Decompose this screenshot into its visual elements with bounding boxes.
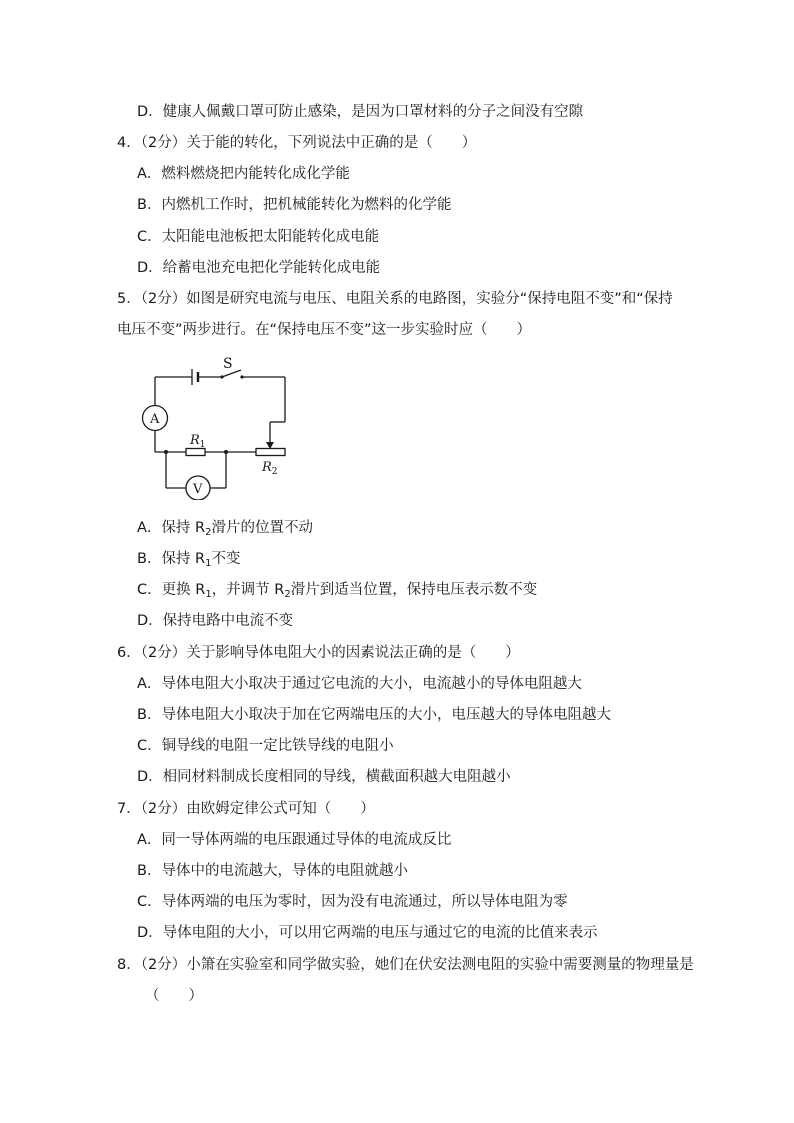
r1-label: R [190, 433, 200, 448]
q5c-pre: C．更换 R [137, 582, 206, 598]
ammeter-label: A [150, 412, 160, 427]
r2-label: R [262, 460, 272, 475]
question-6-stem: 6．（2分）关于影响导体电阻大小的因素说法正确的是（ ） [117, 645, 520, 661]
question-6-option-a: A．导体电阻大小取决于通过它电流的大小，电流越小的导体电阻越大 [137, 676, 582, 692]
question-6-option-d: D．相同材料制成长度相同的导线，横截面积越大电阻越小 [137, 769, 511, 785]
q5a-pre: A．保持 R [137, 520, 206, 536]
question-5-option-d: D．保持电路中电流不变 [137, 613, 294, 629]
question-8-stem: 8．（2分）小箫在实验室和同学做实验，她们在伏安法测电阻的实验中需要测量的物理量是 [117, 957, 694, 973]
q5c-sub1: 1 [205, 589, 212, 600]
question-4-option-d: D．给蓄电池充电把化学能转化成电能 [137, 260, 381, 276]
q5b-post: 不变 [211, 551, 241, 567]
question-4-option-c: C．太阳能电池板把太阳能转化成电能 [137, 229, 380, 245]
q5b-pre: B．保持 R [137, 551, 206, 567]
question-7-option-d: D．导体电阻的大小，可以用它两端的电压与通过它的电流的比值来表示 [137, 925, 598, 941]
q5c-sub2: 2 [284, 589, 291, 600]
question-5-stem: 5．（2分）如图是研究电流与电压、电阻关系的电路图，实验分“保持电阻不变”和“保持 [117, 291, 673, 307]
svg-text:R1 [189, 433, 206, 450]
question-4-option-a: A．燃料燃烧把内能转化成化学能 [137, 166, 350, 182]
question-7-stem: 7．（2分）由欧姆定律公式可知（ ） [117, 801, 375, 817]
voltmeter-label: V [193, 482, 203, 497]
q5b-sub: 1 [205, 558, 212, 569]
question-4-option-b: B．内燃机工作时，把机械能转化为燃料的化学能 [137, 197, 452, 213]
svg-text:R2 [261, 460, 278, 477]
question-6-option-b: B．导体电阻大小取决于加在它两端电压的大小，电压越大的导体电阻越大 [137, 707, 611, 723]
q5c-post: 滑片到适当位置，保持电压表示数不变 [290, 582, 538, 598]
question-5-option-a [137, 518, 313, 538]
question-4-stem: 4．（2分）关于能的转化，下列说法中正确的是（ ） [117, 135, 477, 151]
question-5-stem-cont: 电压不变”两步进行。在“保持电压不变”这一步实验时应（ ） [117, 322, 532, 338]
question-7-option-c: C．导体两端的电压为零时，因为没有电流通过，所以导体电阻为零 [137, 894, 568, 910]
question-7-option-b: B．导体中的电流越大，导体的电阻就越小 [137, 863, 408, 879]
question-5-option-b [137, 549, 241, 569]
q5c-mid: ，并调节 R [211, 582, 285, 598]
r1-subscript: 1 [199, 440, 206, 450]
q5a-post: 滑片的位置不动 [211, 520, 313, 536]
circuit-diagram [130, 350, 300, 500]
question-7-option-a: A．同一导体两端的电压跟通过导体的电流成反比 [137, 832, 452, 848]
prev-option-d: D．健康人佩戴口罩可防止感染，是因为口罩材料的分子之间没有空隙 [137, 104, 584, 120]
question-6-option-c: C．铜导线的电阻一定比铁导线的电阻小 [137, 738, 394, 754]
question-8-stem-cont: （ ） [145, 988, 203, 1004]
switch-label: S [223, 356, 233, 372]
question-5-option-c [137, 580, 537, 600]
q5a-sub: 2 [205, 527, 212, 538]
r2-subscript: 2 [271, 467, 278, 477]
